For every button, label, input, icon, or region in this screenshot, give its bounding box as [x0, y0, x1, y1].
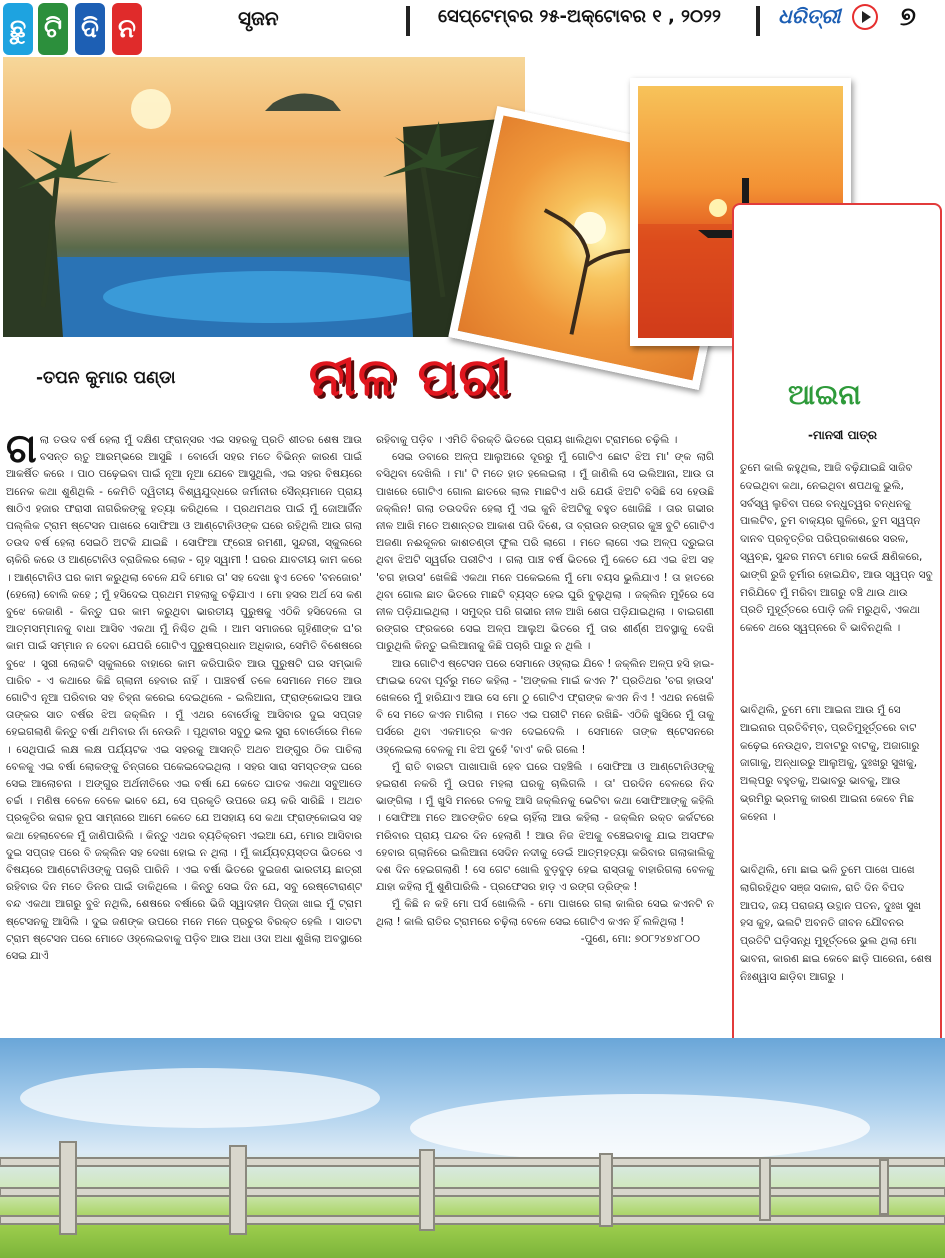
article-author: -ତପନ କୁମାର ପଣ୍ଡା [36, 368, 176, 388]
play-icon [852, 4, 878, 30]
section-title: ସୃଜନ [238, 6, 279, 30]
header-divider [406, 6, 410, 36]
article-paragraph: ଆଉ ଗୋଟିଏ ଷ୍ଟେସନ ପରେ ସେମାନେ ଓହ୍ଲାଇ ଯିବେ ! ଜକ୍ଲିନ ଅଳ୍ପ ହସି ହାଇ-ଫାଇଭ ଦେବା ପୂର୍ବରୁ ମତେ କହିଲା - 'ଅଙ୍କଲ ମାଇଁ କଏନ ?' ପ୍ରତିଥର 'ଚଗ ହାଉସ' ଖେଳରେ ମୁଁ ହାରିଯାଏ ଆଉ ସେ ମୋ ଠୁ ଗୋଟିଏ ଫ୍ରାଙ୍କ କଏନ ନିଏ ! ଏଥର ନଖେଳି ବି ସେ ମତେ କଏନ ମାଗିଲା । ମତେ ଏଇ ପରୀଟି ମନେ ରଖିଛି- ଏଠିକି ଖୁସିରେ ମୁଁ ତାକୁ ପର୍ସରେ ଥିବା ଏକମାତ୍ର କଏନ ଦେଇଦେଲି । ସେମାନେ ତାଙ୍କ ଷ୍ଟେସନରେ ଓହ୍ଲେଇଲା ବେଳକୁ ମା ଝିଅ ଦୁହେଁ 'ବାଏ' କରି ଗଲେ ! [376, 657, 714, 756]
article-paragraph: ମୁଁ ରାତି ବାରଟା ପାଖାପାଖି ହେବ ଘରେ ପହଞ୍ଚିଲି । ସୋଫିଆ ଓ ଆଣ୍ଟୋନିଓଙ୍କୁ ହଇରାଣ ନକରି ମୁଁ ଉପର ମହଲା ଘରକୁ ଚାଲିଗଲି । ତା' ପରଦିନ ବେଳରେ ନିଦ ଭାଙ୍ଗିଲା । ମୁଁ ଖୁସି ମନରେ ତଳକୁ ଆସି ଜକ୍ଲିନକୁ ଭେଟିବା କଥା ସୋଫିଆଙ୍କୁ କହିଲି । ସୋଫିଆ ମତେ ଆତଙ୍କିତ ହେଇ ଚାହିଁଲା ଆଉ କହିଲା - ଜକ୍ଲିନ ରକ୍ତ କର୍କଟରେ ମରିବାର ପ୍ରାୟ ପନ୍ଦର ଦିନ ହେଲାଣି ! ଆଉ ନିଜ ଝିଅକୁ ବଞ୍ଚେଇବାକୁ ଯାଇ ଅସଫଳ ହେବାର ଗ୍ଲାନିରେ ଇଲିଆନା ସେଦିନ ନଦୀକୁ ଡେଇଁ ଆତ୍ମହତ୍ୟା କରିବାର ଗଲାକାଲିକୁ ଦଶ ଦିନ ହେଇଗଲାଣି ! ସେ ଗେଟ ଖୋଲି ବୁଡ଼ବୁଡ଼ ହେଇ ରାସ୍ତାକୁ ବାହାରିଗଲା ବେଳକୁ ଯାହା କହିଲା ମୁଁ ଶୁଣିପାରିଲି - ପ୍ରଫେସର ହାଡ଼ ଏ ରଙ୍ଗ ଡ୍ରିଙ୍କ ! [376, 760, 714, 894]
article-column-1 [6, 426, 362, 965]
brand-letter-2: ଟି [38, 3, 68, 55]
poem-stanza: ତୁମେ କାଲି କହୁଥିଲ, ଆଜି ବଢ଼ିଯାଇଛି ସାଜିବ ଦେଇଥିବା କଥା, ନେଇଥିବା ଶପଥକୁ ଭୁଲି, ସର୍ବସ୍ୱ ଲୁଚିବା ପରେ ବନ୍ଧୁତ୍ୱର ବନ୍ଧନକୁ ପାଲଟିବ, ତୁମ ବାକ୍ୟର ଗୁଳିରେ, ତୁମ ସ୍ୱପ୍ନ ଦାନବ ପ୍ରବୃତ୍ତିର ପରିପ୍ରକାଶରେ ସରଳ, ସ୍ୱଚ୍ଛ, ସୁନ୍ଦର ମନଟା ମୋର କେଉଁ କ୍ଷଣିକରେ, ଭାଙ୍ଗି ରୁଜି ଚୂର୍ମାର ହୋଇଯିବ, ଆଉ ସ୍ୱପ୍ନ ସବୁ ମରିଯିବେ ମୁଁ ମରିବା ଆଗରୁ ବଞ୍ଚି ଥାଉ ଥାଉ ପ୍ରତି ମୁହୂର୍ତ୍ତରେ ପୋଡ଼ି ଜଳି ମରୁଥିବି, ଏକଥା କେବେ ଥରେ ସ୍ୱପ୍ନରେ ବି ଭାବିନଥିଲି । [740, 462, 933, 635]
header-divider [756, 6, 760, 36]
poem-author: -ମାନସୀ ପାତ୍ର [808, 428, 877, 442]
publisher-logo: ଧରିତ୍ରୀ [778, 4, 841, 28]
dropcap-letter: ଗ [6, 426, 37, 472]
article-title: ନୀଳ ପରୀ [308, 348, 512, 408]
brand-letter-4: ନ [112, 3, 142, 55]
article-paragraph: ଲା ତଉଦ ବର୍ଷ ହେଲା ମୁଁ ଦକ୍ଷିଣ ଫ୍ରାନ୍ସର ଏଇ ସହରକୁ ପ୍ରତି ଶୀତର ଶେଷ ଆଉ ବସନ୍ତ ଋତୁ ଆରମ୍ଭରେ ଆସୁଛି । ବୋର୍ଡୋ ସହର ମତେ ବିଭିନ୍ନ କାରଣ ପାଇଁ ଆକର୍ଷିତ କରେ । ପାଠ ପଢ଼େଇବା ପାଇଁ ନୂଆ ନୂଆ ଯେବେ ଆସୁଥିଲି, ଏଇ ସହର ବିଷୟରେ ଅନେକ କଥା ଶୁଣିଥିଲି - କେମିତି ଦ୍ୱିତୀୟ ବିଶ୍ୱଯୁଦ୍ଧରେ ଜର୍ମାନୀର ସୈନ୍ୟମାନେ ପ୍ରାୟ ଷାଠିଏ ହଜାର ଫରାସୀ ନାଗରିକଙ୍କୁ ହତ୍ୟା କରିଥିଲେ । ପ୍ରଥମଥର ପାଇଁ ମୁଁ ଜୋଆର୍ଜିନ ପଲ୍ଲିକ ଟ୍ରାମ ଷ୍ଟେସନ ପାଖରେ ସୋଫିଆ ଓ ଆଣ୍ଟୋନିଓଙ୍କ ଘରେ ରହିଥିଲି ଆଉ ଗଲା ତଉଦ ବର୍ଷ ହେଲା ସେଇଠି ଅଟକି ଯାଇଛି । ସୋଫିଆ ଫ୍ରେଞ୍ଚ ରମଣୀ, ସୁନ୍ଦରୀ, ସ୍କୁଲରେ ଚାକିରି କରେ ଓ ଆଣ୍ଟୋନିଓ ବ୍ରାଜିଲର ଲୋକ - ଗୃହ ସ୍ୱାମୀ ! ଘରର ଯାବତୀୟ କାମ କରେ । ଆଣ୍ଟୋନିଓ ଘର କାମ କରୁଥିଲା ବେଳେ ଯଦି ମୋର ତା' ସହ ଦେଖା ହୁଏ ତେବେ 'ବନଜୋର' (ହେଲୋ) ବୋଲି କହେ ; ମୁଁ ହସିଦେଇ ପ୍ରଥମ ମହଲାକୁ ଚଢ଼ିଯାଏ । ମୋ ହସର ଅର୍ଥ ସେ କଣ ବୁଝେ କେଜାଣି - କିନ୍ତୁ ଘର କାମ କରୁଥିବା ଭାରତୀୟ ପୁରୁଷକୁ ଏଠିକି ହସିଦେଲେ ତା ଆତ୍ମସମ୍ମାନକୁ ବାଧା ଆସିବ ଏକଥା ମୁଁ ନିଶ୍ଚିତ ଥିଲି । ଆମ ସମାଜରେ ଗୃହିଣୀଙ୍କ ଘ'ର କାମ ପାଇଁ ସମ୍ମାନ ନ ଦେବା ଯେପରି ଗୋଟିଏ ପୁରୁଷପ୍ରଧାନ ଅଧିକାର, ସେମିତି ବିଶେଷରେ ବୁଝେ । ସ୍ତ୍ରୀ ଲୋକଟି ସ୍କୁଲରେ ବାହାରେ କାମ କରିପାରିବ ଆଉ ପୁରୁଷଟି ଘର ସମ୍ଭାଳି ପାରିବ - ଏ କଥାରେ କିଛି ଗ୍ଲାନୀ ହେବାର ନାହିଁ । ପାଞ୍ଚବର୍ଷ ତଳେ ସେମାନେ ମତେ ଆଉ ଗୋଟିଏ ନୂଆ ପରିବାର ସହ ଚିହ୍ନା କରେଇ ଦେଇଥିଲେ - ଇଲିଆନା, ଫ୍ରାଙ୍କୋଇସ ଆଉ ତାଙ୍କର ସାତ ବର୍ଷର ଝିଅ ଜକ୍ଲିନ । ମୁଁ ଏଥର ବୋର୍ଡୋକୁ ଆସିବାର ଦୁଇ ସପ୍ତାହ ହେଇଗଲାଣି କିନ୍ତୁ ବର୍ଷା ଥମିବାର ନାଁ ନେଉନି । ପୃଥିବୀର ସବୁଠୁ ଭଲ ସୁରା ବୋର୍ଡୋରେ ମିଳେ । ସେଥିପାଇଁ ଲକ୍ଷ ଲକ୍ଷ ପର୍ଯ୍ୟଟକ ଏଇ ସହରକୁ ଆସନ୍ତି ଅଥଚ ଅଙ୍ଗୁର ଠିକ ପାଚିଲା ବେଳକୁ ଏଇ ବର୍ଷା ଲୋକଙ୍କୁ ଚିନ୍ତାରେ ପକେଇଦେଇଥିଲା । ସହର ସାରା ସମସ୍ତଙ୍କ ଘରେ ସେଇ ଆଲୋଚନା । ଅଙ୍ଗୁର ଅର୍ଥନୀତିରେ ଏଇ ବର୍ଷା ଯେ କେତେ ଘାତକ ଏକଥା ସବୁଆଡେ ଚର୍ଚ୍ଚା । ମଣିଷ ବେଳେ ବେଳେ ଭାବେ ଯେ, ସେ ପ୍ରକୃତି ଉପରେ ଜୟ କରି ସାରିଛି । ଅଥଚ ପ୍ରକୃତିର କରାଳ ରୂପ ସାମ୍ନାରେ ଆମେ କେତେ ଯେ ଅସହାୟ ସେ କଥା ଫ୍ରାଙ୍କୋଇସ ସହ କଥା ହେଲାବେଳେ ମୁଁ ଜାଣିପାରିଲି । କିନ୍ତୁ ଏଥର ବ୍ୟତିକ୍ରମ ଏଇଆ ଯେ, ମୋର ଆସିବାର ଦୁଇ ସପ୍ତାହ ପରେ ବି ଜକ୍ଲିନ ସହ ଦେଖା ହୋଇ ନ ଥିଲା । ମୁଁ କାର୍ଯ୍ୟବ୍ୟସ୍ତତା ଭିତରେ ଏ ବିଷୟରେ ଆଣ୍ଟୋନିଓଙ୍କୁ ପଚାରି ପାରିନି । ଏଇ ବର୍ଷା ଭିତରେ ଦୁଇଜଣ ଭାରତୀୟ ଛାତ୍ରୀ ରହିବାର ଦିନ ମତେ ଡିନର ପାଇଁ ଡାକିଥିଲେ । କିନ୍ତୁ ସେଇ ଦିନ ଯେ, ସବୁ ରେଷ୍ଟୋରାଣ୍ଟ ବନ୍ଦ ଏକଥା ଆଗରୁ ବୁଝି ନଥିଲି, ଶେଷରେ ବର୍ଷାରେ ଭିଜି ସ୍ୱାଦହୀନ ପିଜ୍ଜା ଖାଇ ମୁଁ ଟ୍ରାମ ଷ୍ଟେସନକୁ ଆସିଲି । ଦୁଇ ଜଣଙ୍କ ଉପରେ ମନେ ମନେ ପ୍ରଚୁର ବିରକ୍ତ ହେଲି । ସାତଟା ଟ୍ରାମ ଷ୍ଟେସନ ପରେ ମୋତେ ଓହ୍ଲେଇବାକୁ ପଡ଼ିବ ଆଉ ଅଧା ଓଦା ଅଧା ଶୁଖିଲା ଅବସ୍ଥାରେ ସେଇ ଯାଏଁ [6, 434, 362, 963]
article-paragraph: ସେଇ ଡବାରେ ଅଳ୍ପ ଆଲୁଅରେ ଦୂରରୁ ମୁଁ ଗୋଟିଏ ଛୋଟ ଝିଅ ମା' ଙ୍କ ଲାଗି ବସିଥିବା ଦେଖିଲି । ମା' ଟି ମତେ ହାତ ହଲେଇଲା । ମୁଁ ଜାଣିଲି ସେ ଇଲିଆନା, ଆଉ ତା ପାଖରେ ଗୋଟିଏ ଗୋଲ ଛାତରେ ଲାଲ ମାଛଟିଏ ଧରି ଯେଉଁ ଝିଅଟି ବସିଛି ସେ ହେଉଛି ଜକ୍ଲିନ! ଗଲା ତଉଦଦିନ ହେଲା ମୁଁ ଏଇ କୁନି ଝିଅଟିକୁ ବହୁତ ଖୋଜିଛି । ତାର ଗଭୀର ନୀଳ ଆଖି ମତେ ଅଶାନ୍ତର ଆକାଶ ପରି ଦିଶେ, ତା ବ୍ରାଉନ ରଙ୍ଗର କୁଞ୍ଚ ବୁଟି ଗୋଟିଏ ଅଜଣା ନଈକୂଳର କାଶତଣ୍ଡୀ ଫୁଲ ପରି ଲାଗେ । ମତେ ଲାଗେ ଏଇ ଅଳ୍ପ ଦ୍ରୁଇତା ଥିବା ଝିଅଟି ସ୍ୱର୍ଗର ପରୀଟିଏ । ଗଲା ପାଞ୍ଚ ବର୍ଷ ଭିତରେ ମୁଁ କେତେ ଯେ ଏଇ ଝିଅ ସହ 'ଚଗ ହାଉସ' ଖେଳିଛି ଏକଥା ମନେ ପକେଇଲେ ମୁଁ ମୋ ବୟସ ଭୁଲିଯାଏ ! ତା ହାତରେ ଥିବା ଗୋଲ ଛାତ ଭିତରେ ମାଛଟି ବ୍ୟସ୍ତ ହେଇ ଘୁରି ବୁଲୁଥିଲା । ଜକ୍ଲିନ ମୁହଁରେ ସେ ନୀଳ ପଡ଼ିଯାଇଥିଲା । ସମୁଦ୍ର ପରି ଗଭୀର ନୀଳ ଆଖି ଶେତା ପଡ଼ିଯାଇଥିଲା । ବାଇଗଣୀ ରଙ୍ଗର ଫ୍ରକରେ ସେଇ ଅଳ୍ପ ଆଲୁଅ ଭିତରେ ମୁଁ ତାର ଶୀର୍ଣ୍ଣ ଅବସ୍ଥାକୁ ଦେଖି ପାରୁଥିଲି କିନ୍ତୁ ଇଲିଆନାକୁ କିଛି ପଚାରି ପାରୁ ନ ଥିଲି । [376, 451, 714, 653]
fence-meadow-sky-photo [0, 1038, 945, 1258]
brand-letter-1: ଛୁ [3, 3, 33, 55]
article-column-2 [376, 432, 714, 948]
poem-title: ଆଇନା [788, 378, 861, 411]
poem-stanza: ଭାବିଥିଲି, ତୁମେ ମୋ ଆଇନା ଆଉ ମୁଁ ସେ ଆଇନାର ପ୍ରତିବିମ୍ବ, ପ୍ରତିମୁହୂର୍ତ୍ତରେ ବାଟ କଢ଼େଇ ନେଉଥିବ, ଅବାଟରୁ ବାଟକୁ, ଅଜାଗାରୁ ଜାଗାକୁ, ଅନ୍ଧାରରୁ ଆଲୁଅକୁ, ଦୁଃଖରୁ ସୁଖକୁ, ଅଲ୍ପରୁ ବହୁତକୁ, ଅଭାବରୁ ଭାବକୁ, ଆଉ ଭ୍ରମିରୁ ଭ୍ରମକୁ କାରଣ ଆଇନା କେବେ ମିଛ କହେନା । [740, 704, 920, 823]
poem-stanza: ଭାବିଥିଲି, ମୋ ଛାଇ ଭଳି ତୁମେ ପାଖେ ପାଖେ ଲାଗିରହିଥିବ ସଞ୍ଜ ସକାଳ, ରାତି ଦିନ ବିପଦ ଆପଦ, ଜୟ ପରାଜୟ ଉତ୍ଥାନ ପତନ, ଦୁଃଖ ସୁଖ ହସ କୁହ, ଭଲଟି ଅବନତି ଜୀବନ ଯୌବନର ପ୍ରତିଟି ଘଡ଼ିସନ୍ଧି ମୁହୂର୍ତ୍ତରେ ଭୁଲ ଥିଲା ମୋ ଭାବନା, କାରଣ ଛାଇ କେବେ ଛାଡ଼ି ପାରେନା, ଶେଷ ନିଃଶ୍ୱାସ ଛାଡ଼ିବା ଆଗରୁ । [740, 864, 932, 983]
beach-resort-sunset-photo [3, 57, 525, 337]
page-number: ୭ [900, 2, 916, 32]
brand-letter-3: ଦି [75, 3, 105, 55]
article-paragraph: ରହିବାକୁ ପଡ଼ିବ । ଏମିତି ବିରକ୍ତି ଭିତରେ ପ୍ରାୟ ଖାଲିଥିବା ଟ୍ରାମରେ ଚଢ଼ିଲି । [376, 434, 678, 446]
article-signature: -ପୁଣେ, ମୋ: ୭୦୮୨୪୭୪୮୦୦ [580, 932, 700, 945]
article-paragraph: ମୁଁ କିଛି ନ କହି ମୋ ପର୍ସ ଖୋଲିଲି - ମୋ ପାଖରେ ଗଲା କାଲିର ସେଇ କଏନଟି ନ ଥିଲା ! କାଲି ରାତିର ଟ୍ରାମରେ ଚଢ଼ିଲା ବେଳେ ସେଇ ଗୋଟିଏ କଏନ ହିଁ ଲଳିଥିଲା ! [376, 898, 714, 928]
issue-date: ସେପ୍ଟେମ୍ବର ୨୫-ଅକ୍ଟୋବର ୧ , ୨୦୨୨ [438, 6, 721, 27]
